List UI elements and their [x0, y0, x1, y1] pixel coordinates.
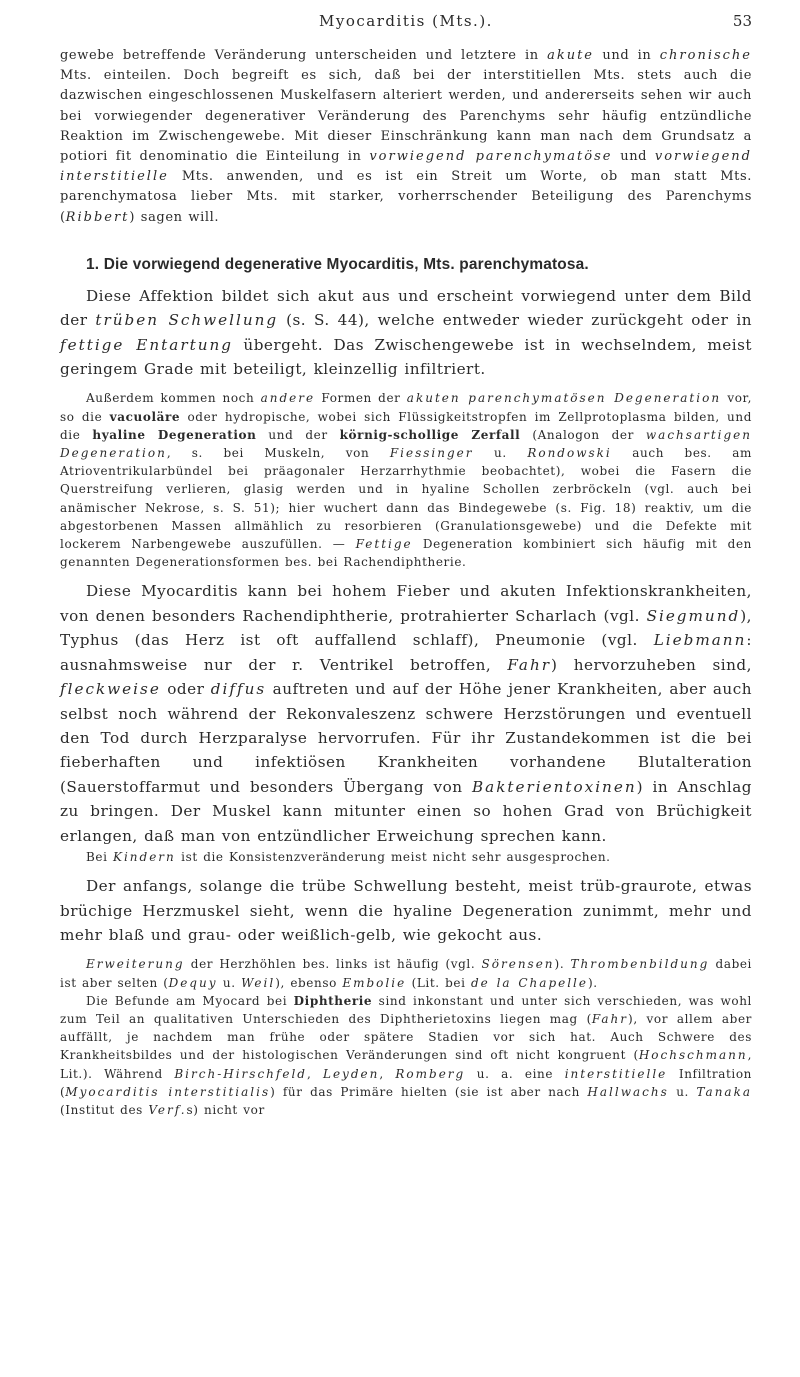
paragraph-infections: Diese Myocarditis kann bei hohem Fieber und akuten Infektionskrankheiten, von denen besonders Rachendiphtherie, protrahierter Scharlach (vgl. Siegmund), Typhus (das Herz ist oft auffallend schlaff), Pneumonie (vgl. Liebmann: ausnahmsweise nur der r. Ventrikel betroffen, Fahr) hervorzuheben sind, fleckweise oder diffus auftreten und auf der Höhe jener Krankheiten, aber auch selbst noch während der Rekonvaleszenz schwere Herzstörungen und eventuell den Tod durch Herzparalyse hervorrufen. Für ihr Zustandekommen ist die bei fieberhaften und infektiösen Krankheiten vorhandene Blutalteration (Sauerstoffarmut und besonders Übergang von Bakterientoxinen) in Anschlag zu bringen. Der Muskel kann mitunter einen so hohen Grad von Brüchigkeit erlangen, daß man von entzündlicher Erweichung sprechen kann. — [60, 582, 752, 845]
running-title: Myocarditis (Mts.). — [319, 12, 493, 30]
section-heading: 1. Die vorwiegend degenerative Myocarditis, Mts. parenchymatosa. — [86, 255, 589, 273]
paragraph-other-forms: Außerdem kommen noch andere Formen der akuten parenchymatösen Degeneration vor, so die vacuoläre oder hydropische, wobei sich Flüssigkeitstropfen im Zellprotoplasma bilden, und die hyaline Degeneration und der körnig-schollige Zerfall (Analogon der wachsartigen Degeneration, s. bei Muskeln, von Fiessinger u. Rondowski auch bes. am Atrioventrikularbündel bei präagonaler Herzarrhythmie beobachtet), wobei die Fasern die Querstreifung verlieren, glasig werden und in hyaline Schollen zerbröckeln (vgl. auch bei anämischer Nekrose, s. S. 51); hier wuchert dann das Bindegewebe (s. Fig. 18) reaktiv, um die abgestorbenen Massen allmählich zu resorbieren (Granulationsgewebe) und die Defekte mit lockerem Narbengewebe auszufüllen. — Fettige Degeneration kombiniert sich häufig mit den genannten Degenerationsformen bes. bei Rachendiphtherie. — [60, 391, 753, 570]
paragraph-dilatation: Erweiterung der Herzhöhlen bes. links ist häufig (vgl. Sörensen). Thrombenbildung dabei ist aber selten (Dequy u. Weil), ebenso Embolie (Lit. bei de la Chapelle). — [60, 957, 752, 990]
paragraph-appearance: Der anfangs, solange die trübe Schwellung besteht, meist trüb-graurote, etwas brüchige Herzmuskel sieht, wenn die hyaline Degeneration zunimmt, mehr und mehr blaß und grau- oder weißlich-gelb, wie gekocht aus. — [60, 877, 752, 944]
intro-paragraph: gewebe betreffende Veränderung unterscheiden und letztere in akute und in chronische Mts. einteilen. Doch begreift es sich, daß bei der interstitiellen Mts. stets auch die dazwischen eingeschlossenen Muskelfasern alteriert werden, und andererseits sehen wir auch bei vorwiegender degenerativer Veränderung des Parenchyms sehr häufig entzündliche Reaktion im Zwischengewebe. Mit dieser Einschränkung kann man nach dem Grundsatz a potiori fit denominatio die Einteilung in vorwiegend parenchymatöse und vorwiegend interstitielle Mts. anwenden, und es ist ein Streit um Worte, ob man statt Mts. parenchymatosa lieber Mts. mit starker, vorherrschender Beteiligung des Parenchyms (Ribbert) sagen will. — [60, 48, 752, 225]
page-header — [60, 12, 752, 46]
paragraph-diphtheria: Die Befunde am Myocard bei Diphtherie sind inkonstant und unter sich verschieden, was wohl zum Teil an qualitativen Unterschieden des Diphtherietoxins liegen mag (Fahr), vor allem aber auffällt, je nachdem man frühe oder spätere Stadien vor sich hat. Auch Schwere des Krankheitsbildes und der histologischen Veränderungen sind oft nicht kongruent (Hochschmann, Lit.). Während Birch-Hirschfeld, Leyden, Romberg u. a. eine interstitielle Infiltration (Myocarditis interstitialis) für das Primäre hielten (sie ist aber nach Hallwachs u. Tanaka (Institut des Verf.s) nicht vor — [60, 993, 753, 1117]
page-number: 53 — [732, 12, 752, 30]
paragraph-affektion: Diese Affektion bildet sich akut aus und erscheint vorwiegend unter dem Bild der trüben Schwellung (s. S. 44), welche entweder wieder zurückgeht oder in fettige Entartung übergeht. Das Zwischengewebe ist in wechselndem, meist geringem Grade mit beteiligt, kleinzellig infiltriert. — [60, 286, 752, 379]
note-children: Bei Kindern ist die Konsistenzveränderung meist nicht sehr ausgesprochen. — [86, 849, 611, 864]
